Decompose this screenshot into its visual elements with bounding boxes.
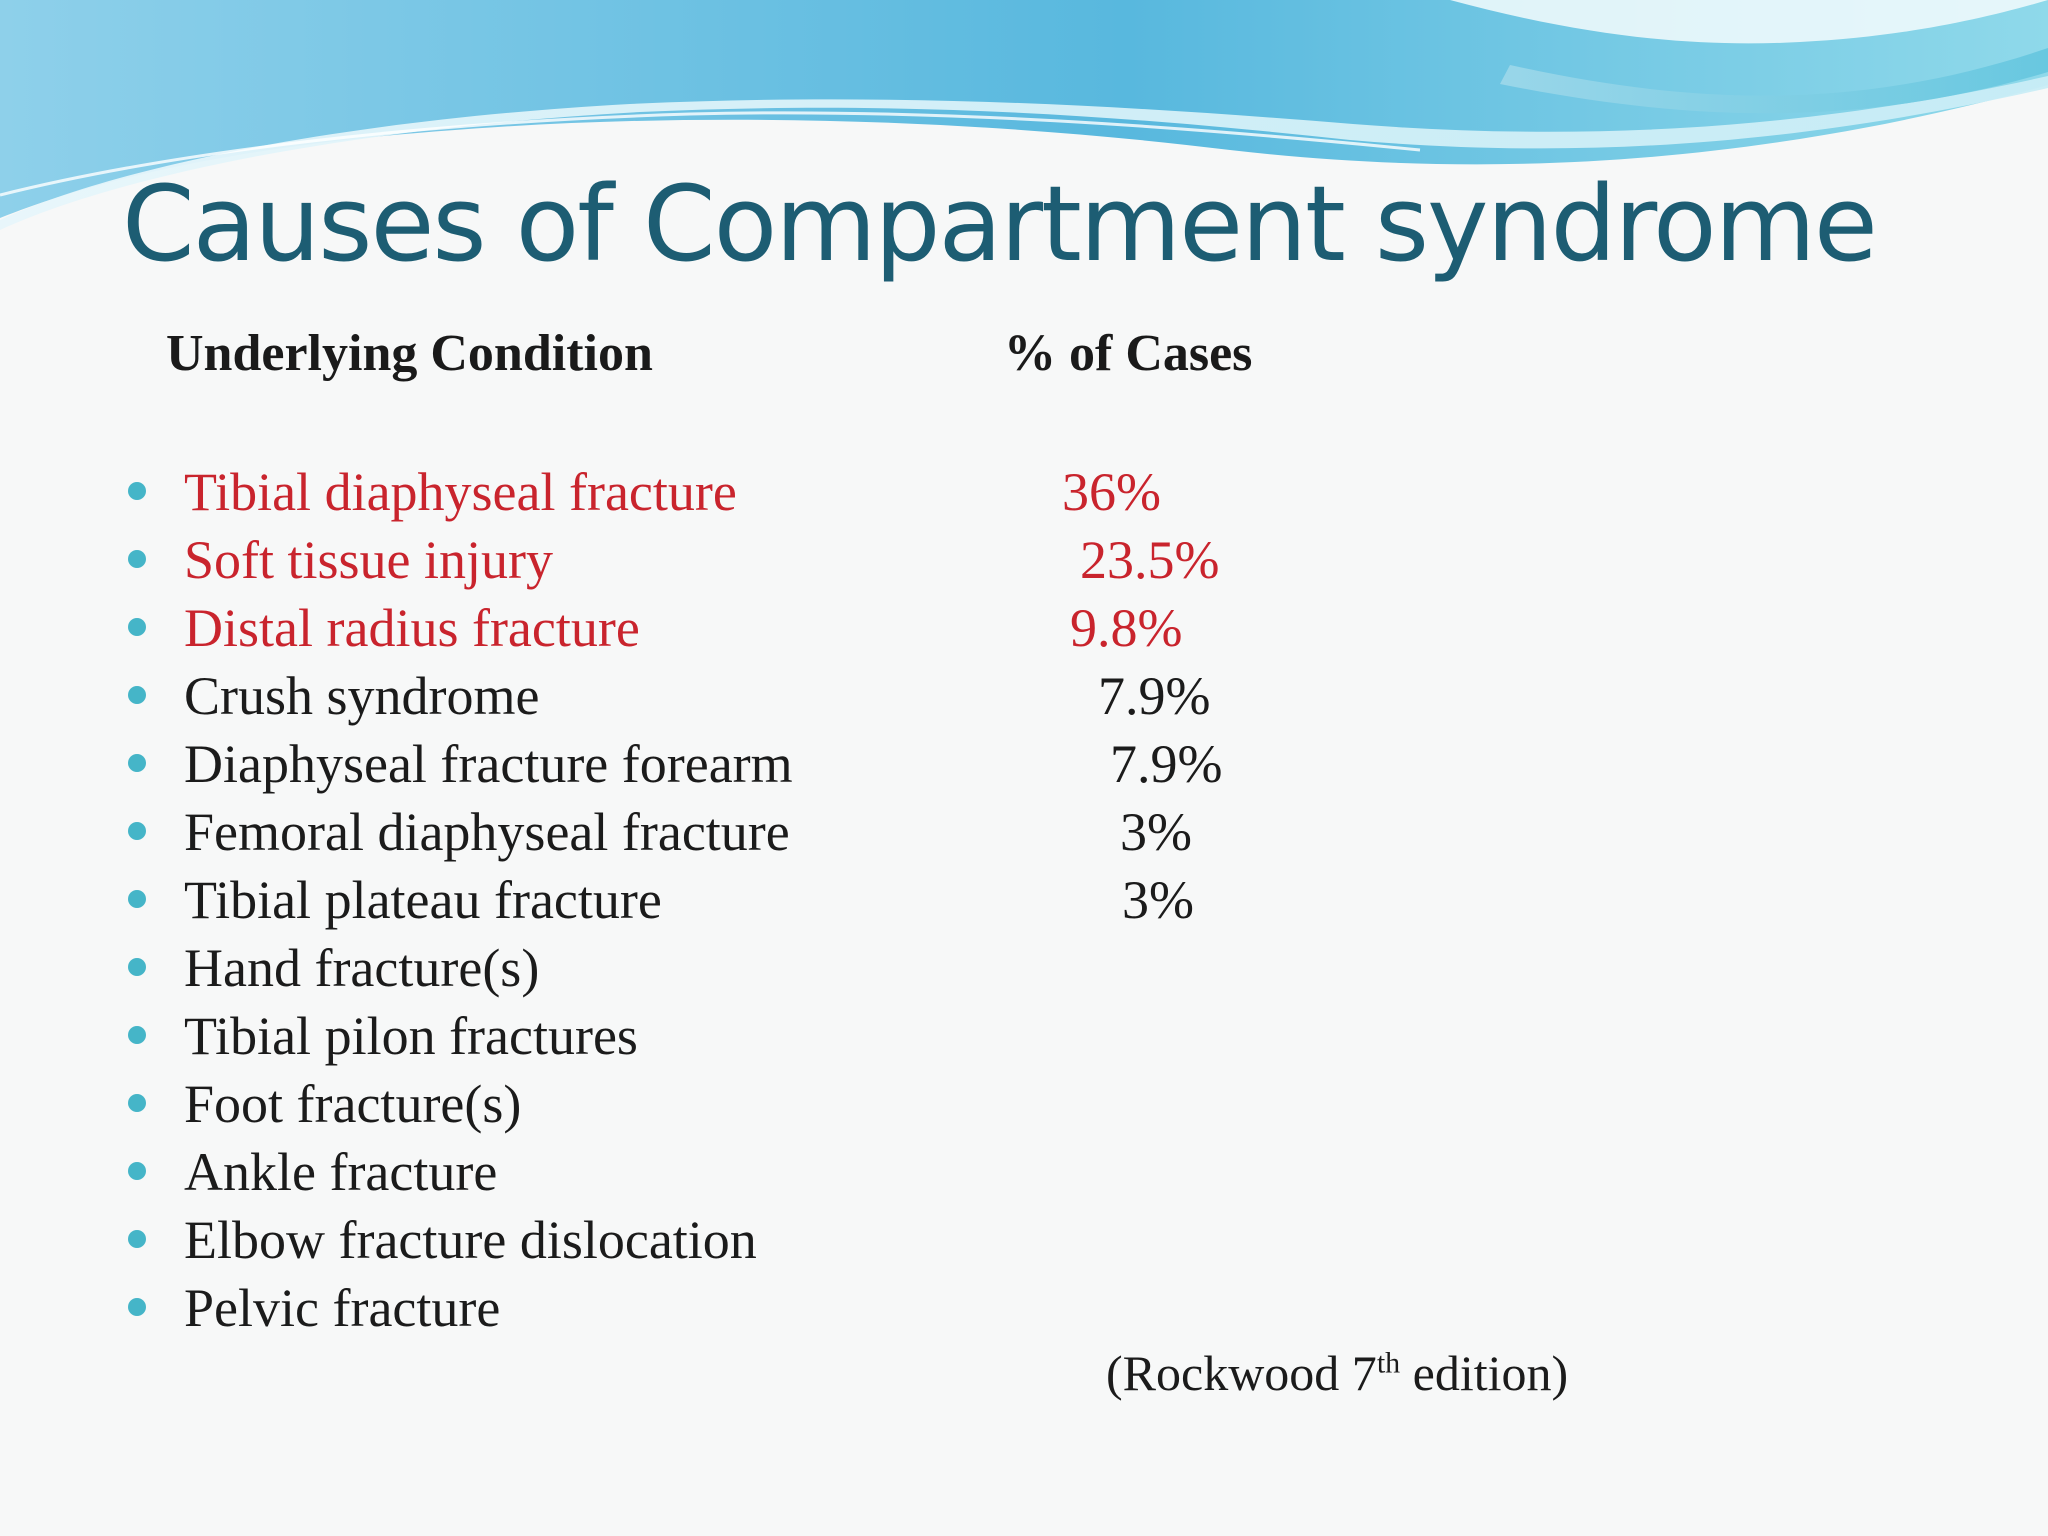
list-item (0, 1142, 1400, 1210)
condition-label: Elbow fracture dislocation (184, 1210, 757, 1270)
list-item (0, 1210, 1400, 1278)
condition-label: Soft tissue injury (184, 530, 554, 590)
slide-title: Causes of Compartment syndrome (122, 163, 1876, 285)
bullet-icon (128, 1162, 146, 1180)
condition-label: Foot fracture(s) (184, 1074, 522, 1134)
condition-label: Diaphyseal fracture forearm (184, 734, 793, 794)
condition-percent: 3% (1120, 802, 1192, 862)
condition-percent: 36% (1062, 462, 1161, 522)
bullet-icon (128, 1230, 146, 1248)
condition-label: Ankle fracture (184, 1142, 498, 1202)
condition-percent: 7.9% (1098, 666, 1211, 726)
list-item (0, 938, 1400, 1006)
list-item (0, 802, 1400, 870)
condition-label: Tibial plateau fracture (184, 870, 662, 930)
condition-label: Distal radius fracture (184, 598, 640, 658)
condition-label: Pelvic fracture (184, 1278, 501, 1338)
bullet-icon (128, 822, 146, 840)
list-item (0, 734, 1400, 802)
list-item (0, 666, 1400, 734)
source-citation-open: (Rockwood 7 (1106, 1345, 1377, 1401)
source-citation-superscript: th (1376, 1346, 1401, 1380)
condition-label: Hand fracture(s) (184, 938, 540, 998)
column-header-condition: Underlying Condition (166, 325, 653, 382)
condition-label: Crush syndrome (184, 666, 540, 726)
condition-label: Tibial pilon fractures (184, 1006, 638, 1066)
bullet-icon (128, 754, 146, 772)
column-header-percent: % of Cases (1004, 325, 1253, 382)
bullet-icon (128, 1026, 146, 1044)
condition-label: Tibial diaphyseal fracture (184, 462, 737, 522)
bullet-icon (128, 686, 146, 704)
condition-percent: 7.9% (1110, 734, 1223, 794)
list-item (0, 462, 1400, 530)
condition-list (0, 462, 1400, 1346)
list-item (0, 530, 1400, 598)
source-citation-close: edition) (1400, 1345, 1569, 1401)
bullet-icon (128, 1298, 146, 1316)
bullet-icon (128, 618, 146, 636)
bullet-icon (128, 482, 146, 500)
list-item (0, 598, 1400, 666)
list-item (0, 1278, 1400, 1346)
condition-percent: 23.5% (1080, 530, 1220, 590)
condition-percent: 9.8% (1070, 598, 1183, 658)
list-item (0, 870, 1400, 938)
condition-label: Femoral diaphyseal fracture (184, 802, 790, 862)
list-item (0, 1074, 1400, 1142)
list-item (0, 1006, 1400, 1074)
condition-percent: 3% (1122, 870, 1194, 930)
bullet-icon (128, 890, 146, 908)
bullet-icon (128, 550, 146, 568)
bullet-icon (128, 958, 146, 976)
bullet-icon (128, 1094, 146, 1112)
source-citation (1106, 1345, 1569, 1401)
